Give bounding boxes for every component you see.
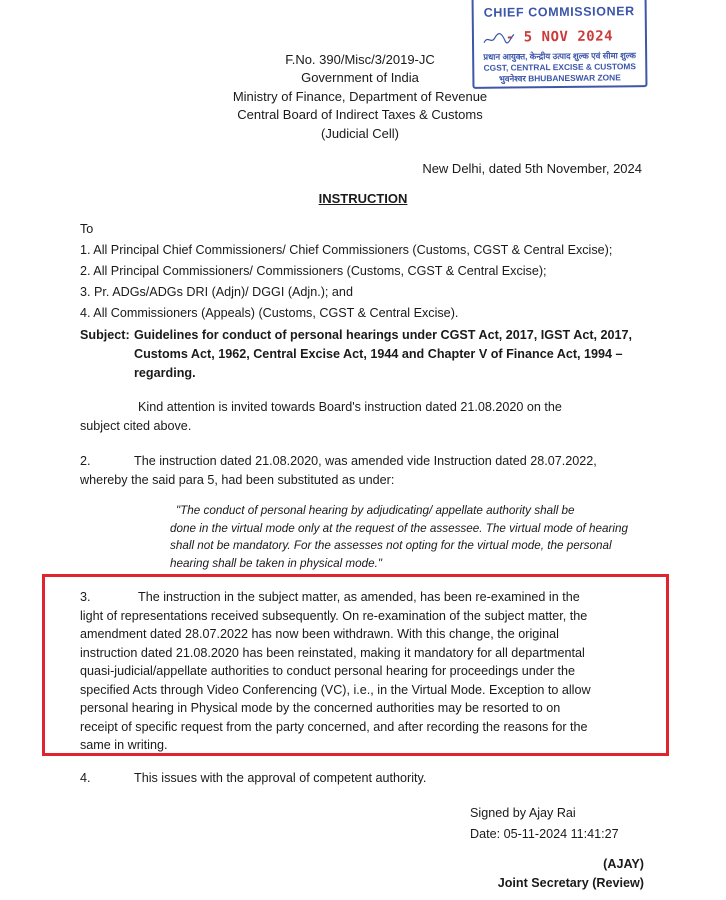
- signatory-role: Joint Secretary (Review): [497, 876, 644, 890]
- paragraph-line: receipt of specific request from the party concerned, and after recording the reasons for the: [80, 719, 588, 734]
- addressee-item: 3. Pr. ADGs/ADGs DRI (Adjn)/ DGGI (Adjn.); and: [80, 285, 353, 299]
- paragraph-2: [80, 452, 642, 489]
- subject-line: Customs Act, 1962, Central Excise Act, 1944 and Chapter V of Finance Act, 1994 –: [134, 347, 623, 361]
- quote-line: shall not be mandatory. For the assesses not opting for the virtual mode, the personal: [170, 539, 612, 553]
- paragraph-line: Kind attention is invited towards Board's instruction dated 21.08.2020 on the: [138, 400, 562, 414]
- cell-name: (Judicial Cell): [320, 126, 400, 141]
- signature-date: Date: 05-11-2024 11:41:27: [470, 827, 619, 841]
- signed-by: Signed by Ajay Rai: [470, 806, 576, 820]
- stamp-line-hindi: प्रधान आयुक्त, केन्द्रीय उत्पाद शुल्क एवं सीमा शुल्क: [483, 50, 637, 62]
- issue-date: New Delhi, dated 5th November, 2024: [422, 161, 642, 176]
- subject-text: [134, 326, 646, 383]
- paragraph-4: [80, 769, 642, 788]
- addressee-item: 2. All Principal Commissioners/ Commissioners (Customs, CGST & Central Excise);: [80, 264, 547, 278]
- digital-signature: [470, 803, 619, 845]
- paragraph-line: The instruction in the subject matter, as amended, has been re-examined in the: [138, 590, 580, 604]
- quote-line: "The conduct of personal hearing by adjudicating/ appellate authority shall be: [176, 504, 575, 517]
- addressee-item: 4. All Commissioners (Appeals) (Customs, CGST & Central Excise).: [80, 306, 459, 320]
- quote-line: done in the virtual mode only at the request of the assessee. The virtual mode of hearing: [170, 521, 629, 535]
- stamp-line-english: CGST, CENTRAL EXCISE & CUSTOMS: [483, 61, 636, 73]
- paragraph-1: [80, 398, 642, 435]
- stamp-line-zone: भुवनेश्वर BHUBANESWAR ZONE: [498, 72, 621, 84]
- addressee-list: [80, 219, 612, 324]
- paragraph-line: personal hearing in Physical mode by the concerned authorities may be resorted to on: [80, 701, 561, 715]
- paragraph-3: [80, 588, 642, 755]
- paragraph-line: specified Acts through Video Conferencing (VC), i.e., in the Virtual Mode. Exception to allow: [80, 682, 591, 697]
- subject-line: Guidelines for conduct of personal hearings under CGST Act, 2017, IGST Act, 2017,: [134, 328, 633, 342]
- signatory-name: (AJAY): [603, 857, 644, 871]
- addressee-item: 1. All Principal Chief Commissioners/ Chief Commissioners (Customs, CGST & Central Excise);: [80, 243, 613, 257]
- subject-line: regarding.: [134, 366, 196, 380]
- stamp-signature-scribble-icon: [482, 30, 516, 46]
- quoted-amendment: [170, 502, 644, 572]
- paragraph-line: instruction dated 21.08.2020 has been reinstated, making it mandatory for all departmental: [80, 645, 585, 660]
- government-name: Government of India: [301, 70, 419, 85]
- paragraph-line: The instruction dated 21.08.2020, was amended vide Instruction dated 28.07.2022,: [134, 454, 597, 468]
- paragraph-number: 4.: [80, 771, 91, 785]
- stamp-date: - 5 NOV 2024: [505, 28, 614, 46]
- ministry-name: Ministry of Finance, Department of Revenue: [232, 89, 488, 104]
- subject-label: Subject:: [80, 328, 130, 342]
- paragraph-line: This issues with the approval of competent authority.: [134, 771, 427, 785]
- stamp-title: CHIEF COMMISSIONER: [483, 4, 635, 20]
- quote-line: hearing shall be taken in physical mode.": [170, 556, 383, 570]
- paragraph-line: amendment dated 28.07.2022 has now been withdrawn. With this change, the original: [80, 627, 559, 641]
- paragraph-number: 2.: [80, 454, 91, 468]
- paragraph-line: light of representations received subsequently. On re-examination of the subject matter, the: [80, 608, 588, 623]
- paragraph-line: same in writing.: [80, 738, 168, 752]
- paragraph-line: whereby the said para 5, had been substituted as under:: [80, 472, 395, 487]
- paragraph-number: 3.: [80, 590, 91, 604]
- document-title: INSTRUCTION: [318, 191, 408, 206]
- paragraph-line: quasi-judicial/appellate authorities to conduct personal hearing for proceedings under the: [80, 664, 575, 678]
- paragraph-line: subject cited above.: [80, 418, 192, 433]
- file-number: F.No. 390/Misc/3/2019-JC: [285, 52, 435, 67]
- to-label: To: [80, 222, 94, 236]
- board-name: Central Board of Indirect Taxes & Customs: [237, 107, 483, 122]
